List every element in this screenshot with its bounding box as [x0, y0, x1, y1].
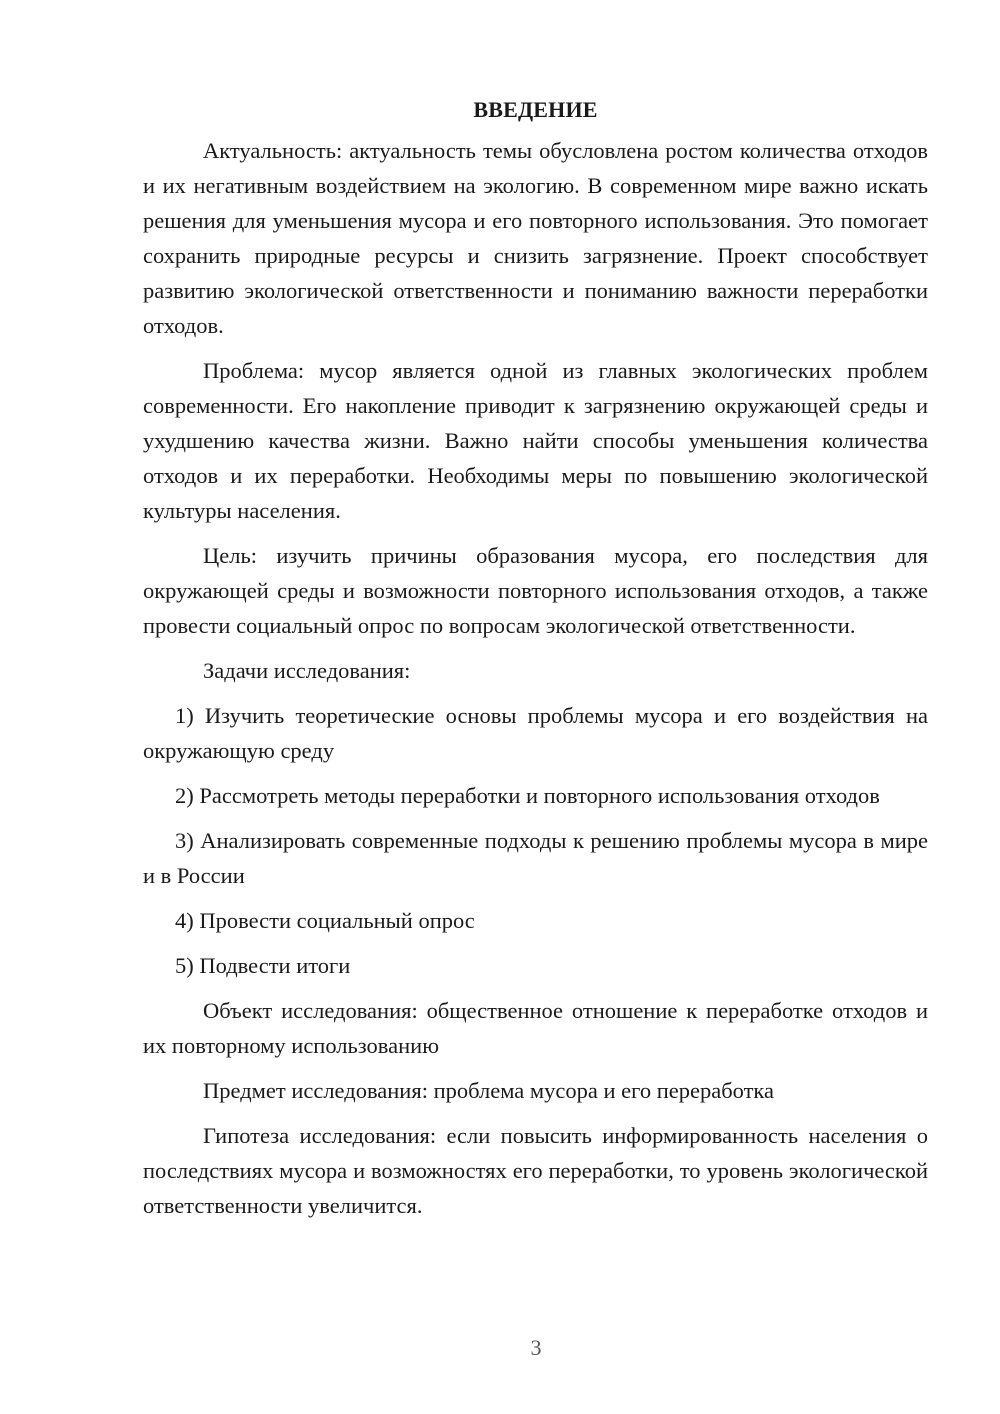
task-item: 2) Рассмотреть методы переработки и повторного использования отходов [175, 783, 880, 808]
goal-paragraph: Цель: изучить причины образования мусора, его последствия для окружающей среды и возможности повторного использования отходов, а также провести социальный опрос по вопросам экологической ответственности. [143, 543, 928, 638]
tasks-list [143, 698, 928, 983]
relevance-paragraph: Актуальность: актуальность темы обусловлена ростом количества отходов и их негативным воздействием на экологию. В современном мире важно искать решения для уменьшения мусора и его повторного использования. Это помогает сохранить природные ресурсы и снизить загрязнение. Проект способствует развитию экологической ответственности и пониманию важности переработки отходов. [143, 138, 928, 338]
hypothesis-paragraph: Гипотеза исследования: если повысить информированность населения о последствиях мусора и возможностях его переработки, то уровень экологической ответственности увеличится. [143, 1123, 928, 1218]
document-page [143, 92, 928, 1223]
problem-paragraph: Проблема: мусор является одной из главных экологических проблем современности. Его накопление приводит к загрязнению окружающей среды и ухудшению качества жизни. Важно найти способы уменьшения количества отходов и их переработки. Необходимы меры по повышению экологической культуры населения. [143, 358, 928, 523]
task-item: 1) Изучить теоретические основы проблемы мусора и его воздействия на окружающую среду [143, 703, 928, 763]
task-item: 5) Подвести итоги [175, 953, 351, 978]
task-item: 3) Анализировать современные подходы к решению проблемы мусора в мире и в России [143, 828, 928, 888]
page-title: ВВЕДЕНИЕ [473, 97, 598, 122]
tasks-heading: Задачи исследования: [203, 658, 411, 683]
page-number: 3 [530, 1335, 542, 1360]
task-item: 4) Провести социальный опрос [175, 908, 475, 933]
object-paragraph: Объект исследования: общественное отношение к переработке отходов и их повторному использованию [143, 998, 928, 1058]
subject-paragraph: Предмет исследования: проблема мусора и его переработка [203, 1078, 775, 1103]
